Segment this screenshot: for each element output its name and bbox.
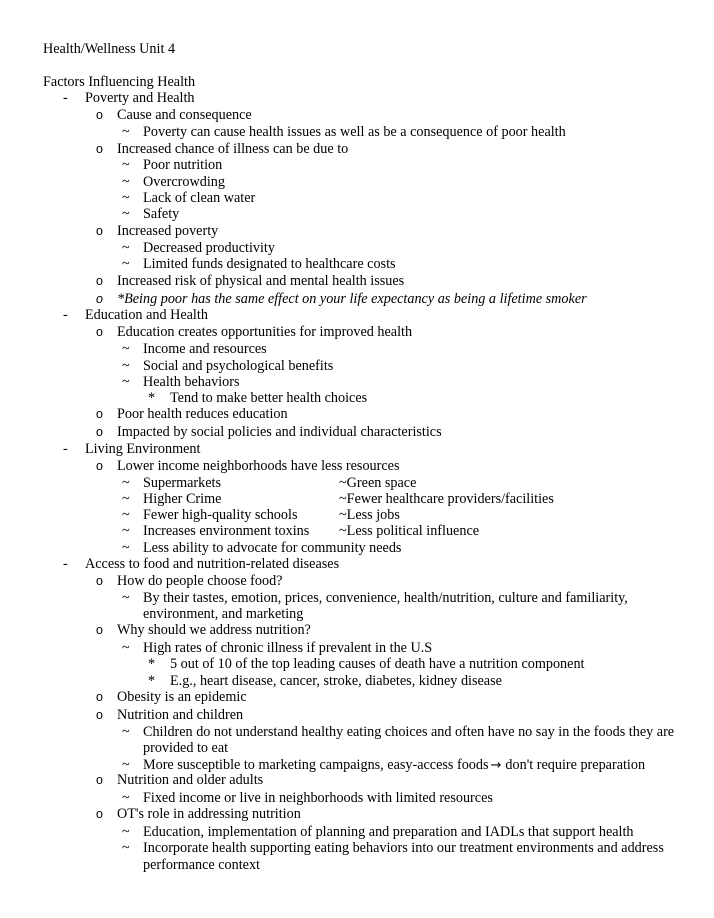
right-arrow-icon: →: [490, 758, 502, 773]
circle-bullet: o: [96, 574, 103, 588]
circle-bullet: o: [96, 292, 103, 306]
tilde-bullet: ~: [122, 540, 130, 556]
document-title: Health/Wellness Unit 4: [43, 41, 176, 57]
star-bullet: *: [148, 673, 156, 689]
circle-bullet: o: [96, 708, 103, 722]
circle-bullet: o: [96, 108, 103, 122]
tilde-bullet: ~: [122, 507, 130, 523]
circle-bullet: o: [96, 325, 103, 339]
circle-bullet: o: [96, 142, 103, 156]
topic-heading: Living Environment: [85, 441, 201, 457]
dash-bullet: -: [63, 307, 68, 323]
section-heading: Factors Influencing Health: [43, 74, 196, 90]
circle-bullet: o: [96, 407, 103, 421]
tilde-bullet: ~: [122, 341, 130, 357]
circle-bullet: o: [96, 425, 103, 439]
tilde-bullet: ~: [122, 840, 130, 856]
topic-heading: Access to food and nutrition-related diseases: [85, 556, 340, 572]
dash-bullet: -: [63, 90, 68, 106]
dash-bullet: -: [63, 441, 68, 457]
tilde-bullet: ~: [122, 824, 130, 840]
tilde-bullet: ~: [122, 523, 130, 539]
tilde-bullet: ~: [122, 590, 130, 606]
document-page: Health/Wellness Unit 4 Factors Influencing Health - Poverty and Health o Cause and consequence ~ Poverty can cause health issues as well as be a consequence of poor health o Increased chance of illness can be due to ~ Poor nutrition ~ Overcrowding ~ Lack of clean water ~ Safety o Increased poverty ~ Decreased productivity ~ Limited funds designated to healthcare costs o Increased risk of physical and mental health issues o *Being poor has the same effect on your life expectancy as being a lifetime smoker - Education and Health o Education creates opportunities for improved health ~ Income and resources ~ Social and psychological benefits ~ Health behaviors * Tend to make better health choices o Poor health reduces education o Impacted by social policies and individual characteristics - Living Environment o Lower income neighborhoods have less resources ~ Supermarkets ~Green space ~ Higher Crime ~Fewer healthcare providers/facilities ~ Fewer high-quality schools ~Less jobs ~ Increases environment toxins ~Less political influence ~ Less ability to advocate for community needs - Access to food and nutrition-related diseases o How do people choose food? ~ By their tastes, emotion, prices, convenience, health/nutrition, culture and familiarity, environment, and marketing o Why should we address nutrition? ~ High rates of chronic illness if prevalent in the U.S * 5 out of 10 of the top leading causes of death have a nutrition component * E.g., heart disease, cancer, stroke, diabetes, kidney disease o Obesity is an epidemic o Nutrition and children ~ Children do not understand healthy eating choices and often have no say in the foods they are provided to eat ~ More susceptible to marketing campaigns, easy-access foods → don't require preparation o Nutrition and older adults ~ Fixed income or live in neighborhoods with limited resources o OT's role in addressing nutrition ~ Education, implementation of planning and preparation and IADLs that support health ~ Incorporate health supporting eating behaviors into our treatment environments and address performance context: [43, 41, 675, 873]
star-bullet: *: [148, 656, 156, 672]
tilde-bullet: ~: [122, 374, 130, 390]
tilde-bullet: ~: [122, 190, 130, 206]
topic-heading: Education and Health: [85, 307, 208, 323]
tilde-bullet: ~: [122, 475, 130, 491]
tilde-bullet: ~: [122, 724, 130, 740]
tilde-bullet: ~: [122, 206, 130, 222]
tilde-bullet: ~: [122, 240, 130, 256]
tilde-bullet: ~: [122, 790, 130, 806]
tilde-bullet: ~: [122, 157, 130, 173]
star-bullet: *: [148, 390, 156, 406]
circle-bullet: o: [96, 224, 103, 238]
circle-bullet: o: [96, 459, 103, 473]
topic-heading: Poverty and Health: [85, 90, 195, 106]
tilde-bullet: ~: [122, 256, 130, 272]
tilde-bullet: ~: [122, 491, 130, 507]
circle-bullet: o: [96, 274, 103, 288]
tilde-bullet: ~: [122, 124, 130, 140]
circle-bullet: o: [96, 690, 103, 704]
tilde-bullet: ~: [122, 640, 130, 656]
dash-bullet: -: [63, 556, 68, 572]
tilde-bullet: ~: [122, 174, 130, 190]
circle-bullet: o: [96, 807, 103, 821]
smoker-note: *Being poor has the same effect on your life expectancy as being a lifetime smoker: [117, 291, 587, 307]
circle-bullet: o: [96, 773, 103, 787]
tilde-bullet: ~: [122, 358, 130, 374]
circle-bullet: o: [96, 623, 103, 637]
tilde-bullet: ~: [122, 757, 130, 773]
